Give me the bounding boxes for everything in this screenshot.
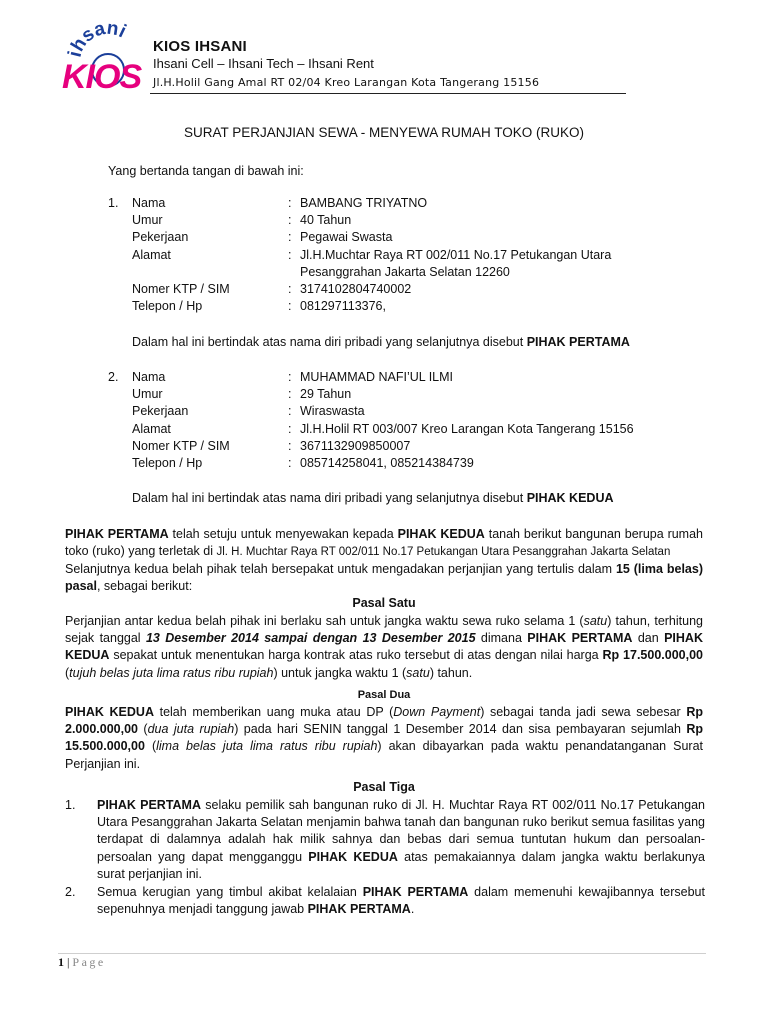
text-run: Selanjutnya kedua belah pihak telah bersepakat untuk mengadakan perjanjian yang tertulis dalam: [65, 562, 616, 576]
field-label: Telepon / Hp: [132, 299, 203, 314]
bold-term: PIHAK KEDUA: [65, 631, 703, 663]
business-name: KIOS IHSANI: [153, 38, 247, 55]
text-run: .: [410, 902, 415, 917]
bold-term: PIHAK PERTAMA: [97, 798, 202, 812]
logo-main-text: KIOS: [62, 58, 142, 96]
party-designation: PIHAK PERTAMA: [526, 335, 630, 349]
page-number: 1: [58, 955, 64, 969]
italic-term: lima belas juta lima ratus ribu rupiah: [156, 739, 378, 754]
italic-term: Down Payment: [393, 705, 481, 719]
field-label: Alamat: [132, 421, 171, 436]
bold-term: PIHAK PERTAMA: [527, 631, 633, 646]
field-label: Telepon / Hp: [132, 455, 203, 470]
field-value: Jl.H.Holil RT 003/007 Kreo Larangan Kota Tangerang 15156: [300, 421, 634, 436]
text-run: telah memberikan uang muka atau DP (: [153, 705, 394, 719]
business-lines: Ihsani Cell – Ihsani Tech – Ihsani Rent: [153, 56, 374, 71]
page-footer: [58, 955, 106, 970]
party-designation: PIHAK KEDUA: [526, 491, 614, 505]
bold-term: PIHAK KEDUA: [65, 705, 154, 719]
bold-term: PIHAK PERTAMA: [65, 527, 169, 541]
field-colon: :: [288, 247, 292, 262]
field-value: MUHAMMAD NAFI’UL ILMI: [300, 370, 454, 384]
text-run: (: [144, 739, 157, 754]
text-run: (: [138, 722, 148, 737]
field-value-continued: Pesanggrahan Jakarta Selatan 12260: [300, 264, 510, 279]
text-run: ) akan dibayarkan pada waktu penandatanganan Surat Perjanjian ini.: [65, 739, 703, 771]
text-run: selaku pemilik sah bangunan ruko di Jl. H. Muchtar Raya RT 002/011 No.17 Petukangan Utara Pesanggrahan Jakarta Selatan menjamin bahwa tanah dan bangunan ruko berikut semua fasilitas yang terdapat di dalamnya adalah hak milik sahnya dan bebas dari semua tuntutan hukum dan persoalan-persoalan yang dapat mengganggu: [97, 798, 705, 864]
party-one-statement: [132, 335, 630, 349]
pasal-dua-body: [65, 704, 703, 773]
text-run: (: [65, 665, 70, 680]
page-word: Page: [72, 955, 106, 969]
statement-text: Dalam hal ini bertindak atas nama diri pribadi yang selanjutnya disebut: [132, 335, 524, 349]
text-run: telah setuju untuk menyewakan kepada: [168, 527, 398, 541]
text-run: , sebagai berikut:: [96, 579, 193, 594]
text-run: Semua kerugian yang timbul akibat kelalaian: [97, 885, 363, 899]
field-value: 085714258041, 085214384739: [300, 455, 474, 470]
field-label: Nama: [132, 370, 166, 384]
kios-ihsani-logo: [58, 22, 148, 96]
intro-text: Yang bertanda tangan di bawah ini:: [108, 164, 304, 178]
footer-divider: [58, 953, 706, 954]
field-colon: :: [288, 387, 292, 402]
text-run: ) tahun.: [429, 665, 473, 680]
field-label: Umur: [132, 387, 163, 402]
pasal-dua-heading: Pasal Dua: [357, 689, 411, 701]
text-run: ) untuk jangka waktu 1 (: [273, 665, 407, 680]
text-run: sepakat untuk menentukan harga kontrak atas ruko tersebut di atas dengan nilai harga: [109, 648, 603, 663]
text-run: dimana: [475, 631, 528, 646]
field-label: Pekerjaan: [132, 404, 189, 419]
down-payment-amount: Rp 2.000.000,00: [65, 705, 703, 737]
letterhead-divider: [150, 93, 626, 94]
pasal-tiga-heading: Pasal Tiga: [353, 780, 415, 794]
bold-term: PIHAK PERTAMA: [362, 885, 469, 899]
bold-term: PIHAK PERTAMA: [307, 902, 411, 917]
bold-term: PIHAK KEDUA: [308, 849, 398, 864]
field-value: 3174102804740002: [300, 281, 412, 296]
svg-text:ihsani: [65, 22, 130, 59]
field-value: 29 Tahun: [300, 387, 352, 402]
field-label: Pekerjaan: [132, 230, 189, 245]
field-label: Nomer KTP / SIM: [132, 281, 230, 296]
statement-text: Dalam hal ini bertindak atas nama diri pribadi yang selanjutnya disebut: [132, 491, 524, 505]
field-value: BAMBANG TRIYATNO: [300, 196, 428, 210]
field-label: Nama: [132, 196, 166, 210]
party-two-statement: [132, 491, 614, 505]
italic-term: tujuh belas juta lima ratus ribu rupiah: [69, 665, 274, 680]
party-number: 1.: [108, 196, 119, 210]
footer-separator: |: [64, 955, 73, 969]
field-colon: :: [288, 230, 292, 245]
agreement-paragraph: [65, 526, 703, 561]
pasal-tiga-item: [65, 797, 705, 883]
field-label: Umur: [132, 213, 163, 228]
agreement-scope-paragraph: [65, 561, 703, 595]
field-value: 40 Tahun: [300, 213, 352, 228]
italic-term: satu: [583, 614, 608, 628]
text-run: ) tahun, terhitung sejak tanggal: [65, 614, 703, 646]
pasal-satu-body: [65, 613, 703, 682]
field-value: 3671132909850007: [300, 438, 411, 453]
rental-period: 13 Desember 2014 sampai dengan 13 Desember 2015: [145, 631, 476, 646]
text-run: dalam memenuhi kewajibannya tersebut sepenuhnya menjadi tanggung jawab: [97, 885, 705, 917]
field-colon: :: [288, 404, 292, 419]
party-number: 2.: [108, 370, 119, 384]
pasal-satu-heading: Pasal Satu: [352, 596, 416, 610]
text-run: dan: [632, 631, 665, 646]
rent-amount: Rp 17.500.000,00: [602, 648, 703, 663]
text-run: ) sebagai tanda jadi sewa sebesar: [480, 705, 687, 719]
bold-term: 15 (lima belas) pasal: [65, 562, 703, 594]
italic-term: dua juta rupiah: [147, 722, 235, 737]
field-value: Wiraswasta: [300, 404, 365, 419]
field-colon: :: [288, 213, 292, 228]
field-colon: :: [288, 299, 292, 314]
document-title: SURAT PERJANJIAN SEWA - MENYEWA RUMAH TOKO (RUKO): [183, 125, 585, 140]
field-colon: :: [288, 455, 292, 470]
text-run: atas pemakaiannya dalam jangka waktu berlakunya surat perjanjian ini.: [97, 849, 705, 881]
field-value: Pegawai Swasta: [300, 230, 393, 245]
field-value: 081297113376,: [300, 299, 386, 314]
property-address: Jl. H. Muchtar Raya RT 002/011 No.17 Petukangan Utara Pesanggrahan Jakarta Selatan: [216, 546, 671, 559]
bold-term: PIHAK KEDUA: [397, 527, 485, 541]
text-run: Perjanjian antar kedua belah pihak ini berlaku sah untuk jangka waktu sewa ruko selama 1 (: [65, 614, 584, 628]
item-number: 1.: [65, 798, 76, 812]
company-logo: [58, 22, 148, 96]
field-colon: :: [288, 281, 292, 296]
pasal-tiga-item: [65, 884, 705, 918]
text-run: ) pada hari SENIN tanggal 1 Desember 2014 dan sisa pembayaran sejumlah: [234, 722, 687, 737]
field-value: Jl.H.Muchtar Raya RT 002/011 No.17 Petukangan Utara: [300, 247, 612, 262]
item-text: [97, 884, 705, 918]
text-run: tanah berikut bangunan berupa rumah toko (ruko) yang terletak di: [65, 527, 703, 559]
field-colon: :: [288, 421, 292, 436]
field-label: Nomer KTP / SIM: [132, 438, 230, 453]
field-label: Alamat: [132, 247, 171, 262]
item-number: 2.: [65, 885, 76, 899]
field-colon: :: [288, 196, 292, 210]
field-colon: :: [288, 370, 292, 384]
italic-term: satu: [406, 665, 430, 680]
logo-arc-text: ihsani: [64, 22, 130, 60]
remaining-amount: Rp 15.500.000,00: [65, 722, 704, 754]
business-address: Jl.H.Holil Gang Amal RT 02/04 Kreo Larangan Kota Tangerang 15156: [153, 76, 540, 89]
field-colon: :: [288, 438, 292, 453]
item-text: [97, 797, 705, 883]
